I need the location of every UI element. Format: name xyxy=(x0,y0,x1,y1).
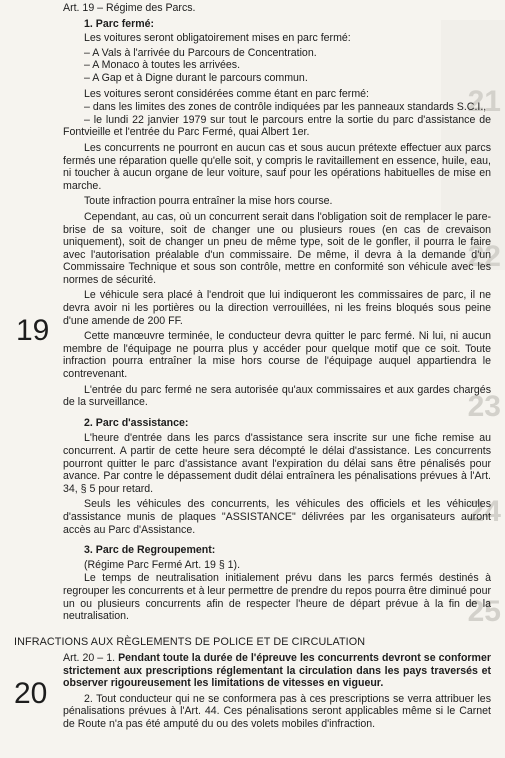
paragraph: Le véhicule sera placé à l'endroit que lui indiqueront les commissaires de parc, il ne devra avoir ni les portières ou la direction verrouillées, ni les freins bloqués sous peine d'une amende de 200 FF. xyxy=(63,289,491,327)
paragraph: Le temps de neutralisation initialement prévu dans les parcs fermés destinés à regrouper les concurrents et à leur permettre de prendre du repos pourra être diminué pour un ou plusieurs concurrents afin de respecter l'heure de départ prévue à la fin de la neutralisation. xyxy=(63,572,491,623)
condition-2: – le lundi 22 janvier 1979 sur tout le parcours entre la sortie du parc d'assistance de Fontvieille et l'entrée du Parc Fermé, quai Albert 1er. xyxy=(63,113,491,139)
bleed-number: 23 xyxy=(467,390,501,423)
article-19 xyxy=(63,2,491,623)
article-20-paragraph-1 xyxy=(63,652,491,690)
paragraph: Cette manœuvre terminée, le conducteur devra quitter le parc fermé. Ni lui, ni aucun membre de l'équipage ne pourra plus y accéder pour quelque motif que ce soit. Toute infraction pourra entraîner la mise hors course de l'équipage auquel appartiendra le contrevenant. xyxy=(63,330,491,381)
list-item: – A Gap et à Digne durant le parcours commun. xyxy=(84,71,308,84)
article-19-heading: Art. 19 – Régime des Parcs. xyxy=(63,2,196,14)
parc-ferme-intro: Les voitures seront obligatoirement mises en parc fermé: xyxy=(84,32,351,45)
list-item: – A Vals à l'arrivée du Parcours de Concentration. xyxy=(84,46,317,59)
parc-regroupement-title: 3. Parc de Regroupement: xyxy=(84,544,216,557)
section-title: INFRACTIONS AUX RÈGLEMENTS DE POLICE ET DE CIRCULATION xyxy=(14,636,366,648)
article-20-paragraph-2: 2. Tout conducteur qui ne se conformera pas à ces prescriptions se verra attribuer les pénalisations prévues à l'Art. 44. Ces pénalisations seront applicables même si le Carnet de Route n'a pas été amputé du ou des volets mobiles d'infraction. xyxy=(63,692,491,730)
bleed-number: 24 xyxy=(467,495,501,528)
bleed-number: 22 xyxy=(467,240,501,273)
paragraph: Cependant, au cas, où un concurrent serait dans l'obligation soit de remplacer le pare-brise de sa voiture, soit de changer une ou plusieurs roues (en cas de crevaison uniquement), soit de changer un pneu de même type, soit de le gonfler, il pourra le faire avec l'autorisation préalable d'un commissaire. De même, il devra à la demande d'un Commissaire Technique et sous son contrôle, mettre en conformité son véhicule avec les normes de sécurité. xyxy=(63,210,491,286)
paragraph: Seuls les véhicules des concurrents, les véhicules des officiels et les véhicules d'assistance munis de plaques "ASSISTANCE" délivrées par les organisateurs auront accès au Parc d'Assistance. xyxy=(63,498,491,536)
paragraph: Les concurrents ne pourront en aucun cas et sous aucun prétexte effectuer aux parcs fermés une réparation quelle qu'elle soit, y compris le ravitaillement en essence, huile, eau, ni toucher à aucun organe de leur voiture, sauf pour les opérations habituelles de mise en marche. xyxy=(63,141,491,192)
article-20-lead: Art. 20 – 1. xyxy=(63,652,116,664)
article-20-bold-text: Pendant toute la durée de l'épreuve les concurrents devront se conformer strictement aux prescriptions réglementant la circulation dans les pays traversés et observer rigoureusement les limitations de vitesses en vigueur. xyxy=(63,652,491,690)
paragraph: L'heure d'entrée dans les parcs d'assistance sera inscrite sur une fiche remise au concurrent. A partir de cette heure sera décompté le délai d'assistance. Les concurrents pourront quitter le parc d'assistance avant l'expiration du délai sans être pénalisés pour avance. Par contre le dépassement dudit délai entraînera les pénalisations prévues à l'Art. 34, § 5 pour retard. xyxy=(63,432,491,495)
margin-number-19: 19 xyxy=(16,314,50,347)
condition-1: – dans les limites des zones de contrôle indiquées par les panneaux standards S.C.I., xyxy=(84,101,487,114)
parc-assistance-title: 2. Parc d'assistance: xyxy=(84,416,189,429)
bleed-number: 25 xyxy=(467,595,501,628)
parc-ferme-considered: Les voitures seront considérées comme étant en parc fermé: xyxy=(84,87,369,100)
parc-regroupement-ref: (Régime Parc Fermé Art. 19 § 1). xyxy=(84,558,241,571)
bleed-number: 21 xyxy=(467,85,501,118)
margin-number-20: 20 xyxy=(14,677,48,710)
list-item: – A Monaco à toutes les arrivées. xyxy=(84,59,241,72)
parc-ferme-title: 1. Parc fermé: xyxy=(84,17,155,30)
paragraph: L'entrée du parc fermé ne sera autorisée qu'aux commissaires et aux gardes chargés de la surveillance. xyxy=(63,383,491,409)
article-20 xyxy=(63,652,491,731)
paragraph: Toute infraction pourra entraîner la mise hors course. xyxy=(84,195,333,208)
